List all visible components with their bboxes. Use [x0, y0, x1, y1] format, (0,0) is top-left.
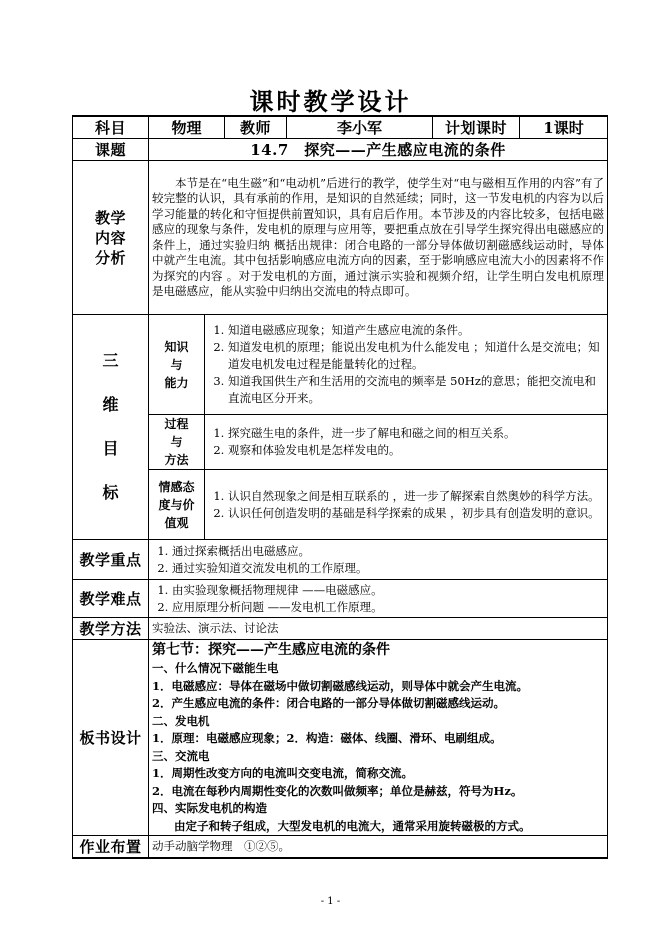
- plan-value: 1课时: [520, 116, 608, 139]
- board-cell: [149, 640, 608, 836]
- homework-row: [73, 836, 608, 859]
- key-points-label: 教学重点: [73, 540, 149, 580]
- difficulties-cell: [149, 580, 608, 618]
- objectives-label-char: 维: [102, 395, 119, 414]
- list-item: 1. 由实验现象概括物理规律 ——电磁感应。: [172, 582, 604, 599]
- page-number: - 1 -: [320, 896, 341, 907]
- board-line: 由定子和转子组成，大型发电机的电流大，通常采用旋转磁极的方式。: [174, 818, 531, 833]
- methods-row: [73, 618, 608, 640]
- objectives-label-char: 标: [102, 483, 119, 502]
- topic-value: 14.7 探究——产生感应电流的条件: [149, 139, 608, 161]
- process-label-line: 方法: [164, 453, 189, 467]
- process-row: [73, 415, 608, 470]
- board-line: 二、发电机: [152, 713, 210, 728]
- lesson-plan-table: [72, 115, 608, 859]
- board-line: 1．电磁感应：导体在磁场中做切割磁感线运动，则导体中就会产生电流。: [152, 678, 528, 693]
- key-points-list: [152, 543, 604, 577]
- content-analysis-label-line: 教学: [94, 208, 126, 227]
- board-label: 板书设计: [73, 640, 149, 836]
- difficulties-list: [152, 582, 604, 616]
- knowledge-list: [208, 322, 604, 407]
- emotion-label-line: 情感态: [158, 479, 195, 494]
- difficulties-row: [73, 580, 608, 618]
- process-label-line: 过程: [164, 417, 189, 431]
- knowledge-row: [73, 315, 608, 415]
- list-item: 1. 探究磁生电的条件，进一步了解电和磁之间的相互关系。: [228, 425, 604, 442]
- subject-value: 物理: [149, 116, 225, 139]
- list-item: 3. 知道我国供生产和生活用的交流电的频率是 50Hz的意思；能把交流电和直流电区分开来。: [228, 373, 604, 407]
- process-label-line: 与: [170, 435, 183, 449]
- objectives-label-char: 三: [102, 351, 119, 370]
- teacher-label: 教师: [225, 116, 287, 139]
- topic-row: [73, 139, 608, 161]
- emotion-label-line: 值观: [164, 515, 189, 530]
- knowledge-label-line: 与: [170, 357, 183, 372]
- content-analysis-label-line: 分析: [94, 248, 126, 267]
- list-item: 2. 通过实验知道交流发电机的工作原理。: [172, 560, 604, 577]
- content-analysis-cell: [149, 161, 608, 315]
- emotion-label-line: 度与价: [158, 497, 195, 512]
- objectives-label-char: 目: [102, 439, 119, 458]
- methods-label: 教学方法: [73, 618, 149, 640]
- board-line: 2．电流在每秒内周期性变化的次数叫做频率；单位是赫兹，符号为Hz。: [152, 783, 523, 798]
- board-row: [73, 640, 608, 836]
- content-analysis-label-line: 内容: [94, 228, 126, 247]
- list-item: 2. 知道发电机的原理；能说出发电机为什么能发电 ；知道什么是交流电；知道发电机发电过程是能量转化的过程。: [228, 339, 604, 373]
- knowledge-label: [149, 315, 205, 415]
- methods-value: 实验法、演示法、讨论法: [149, 618, 608, 640]
- list-item: 2. 应用原理分析问题 ——发电机工作原理。: [172, 599, 604, 616]
- topic-label: 课题: [73, 139, 149, 161]
- difficulties-label: 教学难点: [73, 580, 149, 618]
- process-list: [208, 425, 604, 459]
- process-cell: [205, 415, 608, 470]
- homework-value: 动手动脑学物理 ①②⑤。: [149, 836, 608, 859]
- plan-label: 计划课时: [433, 116, 520, 139]
- objectives-label: [73, 315, 149, 540]
- board-line: 1．周期性改变方向的电流叫交变电流，简称交流。: [152, 766, 413, 780]
- content-analysis-text: 本节是在“电生磁”和“电动机”后进行的教学，使学生对“电与磁相互作用的内容”有了较完整的认识，具有承前的作用，是知识的自然延续；同时，这一节发电机的内容为以后学习能量的转化和守恒提供前置知识，具有启后作用。本节涉及的内容比较多，包括电磁感应的现象与条件，发电机的原理与应用等，要把重点放在引导学生探究得出电磁感应的条件上，通过实验归纳 概括出规律：闭合电路的一部分导体做切割磁感线运动时，导体中就产生电流。其中包括影响感应电流方向的因素，至于影响感应电流大小的因素将不作为探究的内容 。对于发电机的方面，通过演示实验和视频介绍，让学生明白发电机原理是电磁感应，能从实验中归纳出交流电的特点即可。: [152, 175, 605, 298]
- list-item: 1. 通过探索概括出电磁感应。: [172, 543, 604, 560]
- emotion-label: [149, 470, 205, 540]
- board-title: 第七节：探究——产生感应电流的条件: [152, 642, 390, 658]
- key-points-row: [73, 540, 608, 580]
- board-line: 四、实际发电机的构造: [152, 801, 267, 815]
- teacher-value: 李小军: [287, 116, 433, 139]
- content-analysis-label: [73, 161, 149, 315]
- subject-label: 科目: [73, 116, 149, 139]
- knowledge-label-line: 知识: [164, 339, 189, 354]
- board-line: 一、什么情况下磁能生电: [152, 661, 279, 675]
- board-line: 2．产生感应电流的条件：闭合电路的一部分导体做切割磁感线运动。: [152, 696, 505, 710]
- emotion-cell: [205, 470, 608, 540]
- content-analysis-row: [73, 161, 608, 315]
- page-title: 课时教学设计: [249, 87, 412, 116]
- emotion-list: [208, 488, 604, 522]
- list-item: 2. 认识任何创造发明的基础是科学探索的成果 ，初步具有创造发明的意识。: [228, 505, 604, 522]
- list-item: 2. 观察和体验发电机是怎样发电的。: [228, 442, 604, 459]
- list-item: 1. 认识自然现象之间是相互联系的 ，进一步了解探索自然奥妙的科学方法。: [228, 488, 604, 505]
- knowledge-label-line: 能力: [164, 375, 189, 390]
- process-label: [149, 415, 205, 470]
- key-points-cell: [149, 540, 608, 580]
- emotion-row: [73, 470, 608, 540]
- list-item: 1. 知道电磁感应现象；知道产生感应电流的条件。: [228, 322, 604, 339]
- homework-label: 作业布置: [73, 836, 149, 859]
- knowledge-cell: [205, 315, 608, 415]
- header-row: [73, 116, 608, 139]
- board-line: 三、交流电: [152, 748, 210, 763]
- board-line: 1．原理：电磁感应现象；2．构造：磁体、线圈、滑环、电刷组成。: [152, 731, 502, 745]
